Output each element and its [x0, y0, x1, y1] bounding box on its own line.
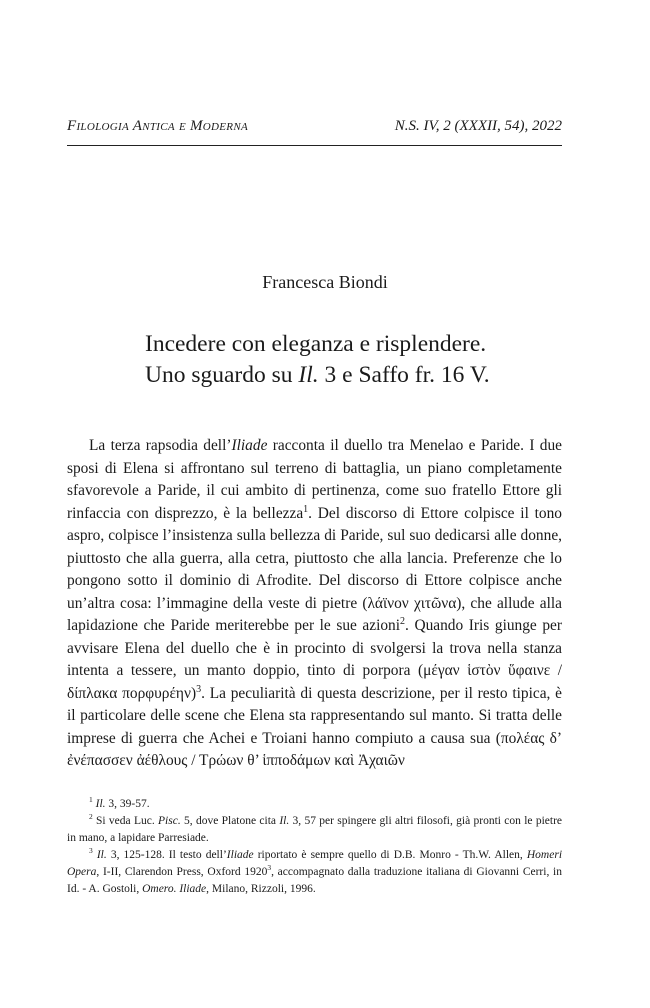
running-header [67, 118, 562, 135]
title-line-1: Incedere con eleganza e risplendere. [145, 331, 487, 357]
text-run: . La peculiarità di questa descrizione, per il resto tipica, è il particolare delle scene che Elena sta rappresentando sul manto. Si tratta delle imprese di guerra che Achei e Troiani hanno compiuto a causa sua (πολέας δ’ ἐνέπασσεν ἀέθλους / Τρώων θ’ ἱπποδάμων καὶ Ἀχαιῶν [67, 684, 562, 769]
italic-run: Homeri Opera [67, 849, 563, 878]
text-run: racconta il duello tra Menelao e Paride. I due sposi di Elena si affrontano sul terreno di battaglia, un piano completamente sfavorevole a Paride, il cui ambito di pertinenza, come suo fratello Ettore gli rinfaccia con disprezzo, è la bellezza [67, 437, 563, 522]
text-run: , accompagnato dalla traduzione italiana di Giovanni Cerri, in Id. - A. Gostoli, [67, 866, 562, 895]
text-run: . Quando Iris giunge per avvisare Elena del duello che è in procinto di svolgersi la trova nella stanza intenta a tessere, un manto doppio, tinto di porpora (μέγαν ἱστὸν ὕφαινε / δίπλακα πορφυρέην) [67, 617, 562, 702]
journal-name: Filologia Antica e Moderna [67, 118, 248, 134]
text-run: Si veda Luc. [92, 815, 159, 827]
footnote-ref[interactable]: 2 [400, 615, 406, 627]
footnote-number: 1 [89, 795, 93, 805]
footnote-number: 2 [89, 812, 93, 822]
author-name: Francesca Biondi [262, 272, 388, 292]
footnote-3 [67, 847, 562, 898]
title-italic: Il. [298, 362, 319, 388]
text-run: 3, 57 per spingere gli altri filosofi, già pronti con le pietre in mano, a lapidare Parresiade. [67, 815, 563, 844]
text-run: La terza rapsodia dell’ [89, 437, 232, 454]
italic-run: Iliade [226, 849, 254, 861]
text-run: 5, dove Platone cita [180, 815, 280, 827]
text-run: , Milano, Rizzoli, 1996. [206, 883, 316, 895]
footnote-ref[interactable]: 1 [303, 503, 309, 515]
italic-run: Omero. Iliade [142, 883, 207, 895]
italic-run: Il. [95, 798, 106, 810]
footnote-number: 3 [89, 846, 93, 856]
text-run: . Del discorso di Ettore colpisce il tono aspro, colpisce l’insistenza sulla bellezza di Paride, sul suo dedicarsi alle donne, piuttosto che alla guerra, alla cetra, piuttosto che alla lancia. Preferenze che lo pongono sotto il dominio di Afrodite. Del discorso di Ettore colpisce anche un’altra cosa: l’immagine della veste di pietre (λάϊνον χιτῶνα), che allude alla lapidazione che Paride meriterebbe per le sue azioni [67, 504, 562, 634]
title-text: Uno sguardo su [145, 362, 299, 388]
footnotes [67, 796, 562, 898]
footnote-2 [67, 813, 562, 847]
italic-run: Il. [279, 815, 290, 827]
italic-run: Iliade [231, 437, 268, 454]
footnote-ref[interactable]: 3 [196, 683, 202, 695]
text-run: , I-II, Clarendon Press, Oxford 1920 [96, 866, 268, 878]
edition-superscript: 3 [267, 863, 272, 873]
italic-run: Il. [96, 849, 107, 861]
italic-run: Pisc. [158, 815, 181, 827]
footnote-1 [67, 796, 562, 813]
paragraph [67, 435, 562, 773]
title-text: 3 e Saffo fr. 16 V. [318, 362, 490, 388]
header-rule [67, 145, 562, 146]
text-run: riportato è sempre quello di D.B. Monro - Th.W. Allen, [253, 849, 527, 861]
article-title [145, 329, 490, 391]
body-text [67, 435, 562, 773]
title-line-2 [145, 360, 490, 391]
issue-info: N.S. IV, 2 (XXXII, 54), 2022 [394, 118, 562, 134]
text-run: 3, 39-57. [105, 798, 150, 810]
text-run: 3, 125-128. Il testo dell’ [106, 849, 227, 861]
